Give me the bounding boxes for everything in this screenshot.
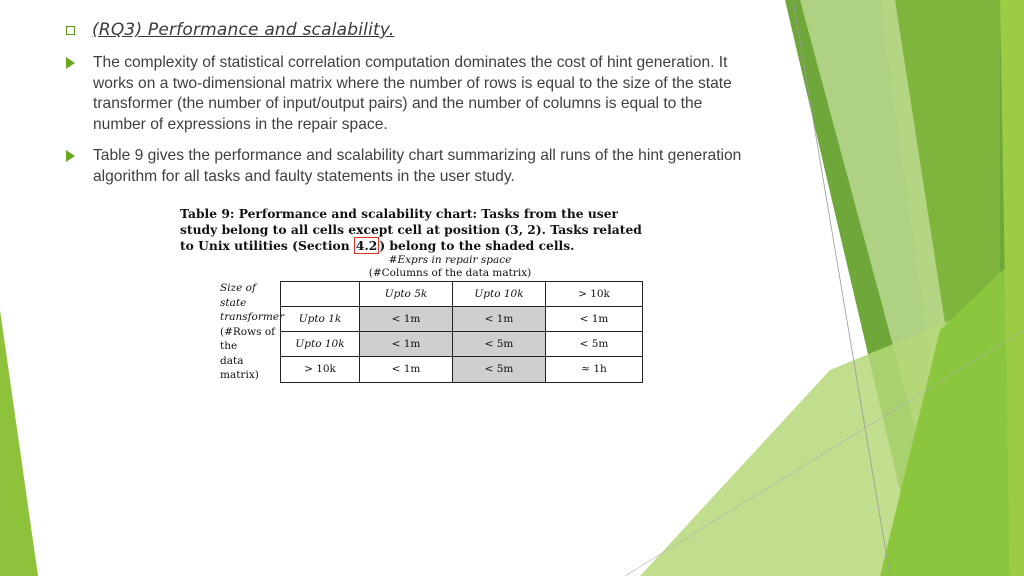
slide-heading: (RQ3) Performance and scalability. bbox=[92, 20, 395, 40]
table-corner-cell bbox=[281, 282, 360, 307]
row-group-label: Size of state transformer (#Rows of the data matrix) bbox=[220, 282, 285, 381]
left-green-sliver bbox=[0, 310, 38, 576]
column-group-label: #Exprs in repair space bbox=[388, 254, 512, 266]
table-row bbox=[281, 357, 643, 382]
section-ref-link: 4.2 bbox=[355, 238, 378, 253]
column-header: Upto 5k bbox=[360, 282, 453, 307]
row-header: > 10k bbox=[281, 357, 360, 382]
table-cell: < 5m bbox=[546, 332, 643, 357]
table-cell: < 1m bbox=[360, 332, 453, 357]
table-cell: ≈ 1h bbox=[546, 357, 643, 382]
column-header: > 10k bbox=[546, 282, 643, 307]
table-9-image bbox=[180, 206, 660, 383]
table-row bbox=[281, 332, 643, 357]
arrow-bullet-icon bbox=[66, 150, 75, 162]
table-header-row bbox=[281, 282, 643, 307]
square-bullet-icon bbox=[66, 26, 75, 35]
row-header: Upto 1k bbox=[281, 307, 360, 332]
table-cell: < 1m bbox=[360, 357, 453, 382]
column-group-sublabel: (#Columns of the data matrix) bbox=[368, 267, 532, 279]
table-cell: < 5m bbox=[453, 357, 546, 382]
heading-row bbox=[66, 20, 394, 40]
table-cell: < 5m bbox=[453, 332, 546, 357]
bullet-paragraph-2: Table 9 gives the performance and scalability chart summarizing all runs of the hint generation algorithm for all tasks and faulty statements in the user study. bbox=[93, 147, 742, 185]
table-row bbox=[281, 307, 643, 332]
arrow-bullet-icon bbox=[66, 57, 75, 69]
table-cell: < 1m bbox=[360, 307, 453, 332]
table-cell: < 1m bbox=[453, 307, 546, 332]
table-caption: Table 9: Performance and scalability chart: Tasks from the user study belong to all cells except cell at position (3, 2). Tasks related to Unix utilities (Section 4.2 ) belong to the shaded cells. bbox=[180, 206, 642, 253]
row-header: Upto 10k bbox=[281, 332, 360, 357]
data-table bbox=[280, 281, 643, 383]
table-cell: < 1m bbox=[546, 307, 643, 332]
table-grid bbox=[180, 281, 660, 383]
column-header: Upto 10k bbox=[453, 282, 546, 307]
bullet-paragraph-1: The complexity of statistical correlation computation dominates the cost of hint generation. It works on a two-dimensional matrix where the number of rows is equal to the size of the state transformer (the number of input/output pairs) and the number of columns is equal to the number of expressions in the repair space. bbox=[93, 54, 732, 133]
